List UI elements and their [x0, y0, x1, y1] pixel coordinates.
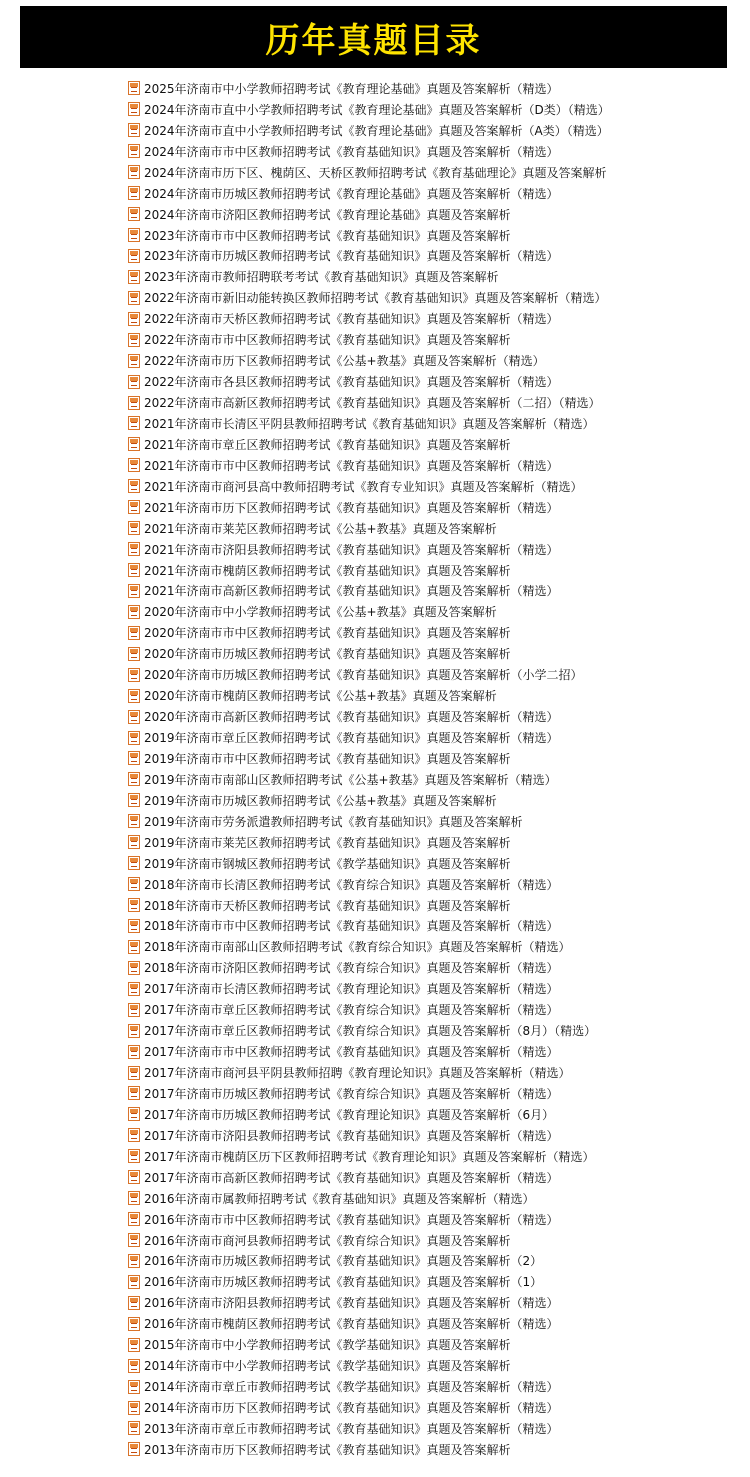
- pdf-file-icon: [128, 1128, 140, 1142]
- list-item[interactable]: [128, 350, 728, 371]
- title-banner: [20, 6, 727, 68]
- pdf-file-icon: [128, 1170, 140, 1184]
- list-item-title[interactable]: 2024年济南市历城区教师招聘考试《教育理论基础》真题及答案解析（精选）: [144, 186, 559, 201]
- pdf-file-icon: [128, 1212, 140, 1226]
- pdf-file-icon: [128, 856, 140, 870]
- list-item[interactable]: [128, 539, 728, 560]
- list-item-title[interactable]: 2021年济南市槐荫区教师招聘考试《教育基础知识》真题及答案解析: [144, 563, 511, 578]
- list-item-title[interactable]: 2019年济南市劳务派遣教师招聘考试《教育基础知识》真题及答案解析: [144, 814, 523, 829]
- list-item[interactable]: [128, 895, 728, 916]
- pdf-file-icon: [128, 416, 140, 430]
- list-item-title[interactable]: 2018年济南市长清区教师招聘考试《教育综合知识》真题及答案解析（精选）: [144, 877, 559, 892]
- list-item-title[interactable]: 2019年济南市南部山区教师招聘考试《公基+教基》真题及答案解析（精选）: [144, 772, 557, 787]
- list-item[interactable]: [128, 434, 728, 455]
- pdf-file-icon: [128, 207, 140, 221]
- list-item-title[interactable]: 2014年济南市中小学教师招聘考试《教学基础知识》真题及答案解析: [144, 1359, 511, 1374]
- list-item[interactable]: [128, 811, 728, 832]
- list-item[interactable]: [128, 622, 728, 643]
- list-item-title[interactable]: 2024年济南市济阳区教师招聘考试《教育理论基础》真题及答案解析: [144, 207, 511, 222]
- list-item-title[interactable]: 2014年济南市章丘市教师招聘考试《教学基础知识》真题及答案解析（精选）: [144, 1380, 559, 1395]
- pdf-file-icon: [128, 1442, 140, 1456]
- list-item[interactable]: [128, 1083, 728, 1104]
- list-item[interactable]: [128, 685, 728, 706]
- list-item-title[interactable]: 2020年济南市市中区教师招聘考试《教育基础知识》真题及答案解析: [144, 626, 511, 641]
- pdf-file-icon: [128, 375, 140, 389]
- list-item[interactable]: [128, 1041, 728, 1062]
- list-item[interactable]: [128, 581, 728, 602]
- list-item-title[interactable]: 2024年济南市市中区教师招聘考试《教育基础知识》真题及答案解析（精选）: [144, 144, 559, 159]
- list-item[interactable]: [128, 1167, 728, 1188]
- list-item-title[interactable]: 2022年济南市天桥区教师招聘考试《教育基础知识》真题及答案解析（精选）: [144, 312, 559, 327]
- list-item-title[interactable]: 2023年济南市历城区教师招聘考试《教育基础知识》真题及答案解析（精选）: [144, 249, 559, 264]
- pdf-file-icon: [128, 1296, 140, 1310]
- pdf-file-icon: [128, 710, 140, 724]
- pdf-file-icon: [128, 647, 140, 661]
- pdf-file-icon: [128, 1275, 140, 1289]
- list-item-title[interactable]: 2021年济南市章丘区教师招聘考试《教育基础知识》真题及答案解析: [144, 437, 511, 452]
- list-item[interactable]: [128, 1439, 728, 1460]
- pdf-file-icon: [128, 793, 140, 807]
- list-item-title[interactable]: 2022年济南市市中区教师招聘考试《教育基础知识》真题及答案解析: [144, 333, 511, 348]
- list-item-title[interactable]: 2019年济南市市中区教师招聘考试《教育基础知识》真题及答案解析: [144, 751, 511, 766]
- list-item[interactable]: [128, 392, 728, 413]
- pdf-file-icon: [128, 1401, 140, 1415]
- list-item[interactable]: [128, 643, 728, 664]
- pdf-file-icon: [128, 584, 140, 598]
- list-item[interactable]: [128, 141, 728, 162]
- list-item[interactable]: [128, 1355, 728, 1376]
- page-title: 历年真题目录: [265, 20, 482, 61]
- pdf-file-icon: [128, 500, 140, 514]
- pdf-file-icon: [128, 1045, 140, 1059]
- pdf-file-icon: [128, 626, 140, 640]
- pdf-file-icon: [128, 982, 140, 996]
- list-item-title[interactable]: 2017年济南市高新区教师招聘考试《教育基础知识》真题及答案解析（精选）: [144, 1170, 559, 1185]
- list-item-title[interactable]: 2024年济南市直中小学教师招聘考试《教育理论基础》真题及答案解析（D类）（精选）: [144, 102, 610, 117]
- list-item[interactable]: [128, 204, 728, 225]
- list-item[interactable]: [128, 476, 728, 497]
- list-item[interactable]: [128, 727, 728, 748]
- pdf-file-icon: [128, 563, 140, 577]
- list-item[interactable]: [128, 183, 728, 204]
- list-item-title[interactable]: 2013年济南市历下区教师招聘考试《教育基础知识》真题及答案解析: [144, 1442, 511, 1457]
- list-item-title[interactable]: 2021年济南市莱芜区教师招聘考试《公基+教基》真题及答案解析: [144, 521, 497, 536]
- pdf-file-icon: [128, 814, 140, 828]
- pdf-file-icon: [128, 270, 140, 284]
- list-item-title[interactable]: 2023年济南市市中区教师招聘考试《教育基础知识》真题及答案解析: [144, 228, 511, 243]
- pdf-file-icon: [128, 1380, 140, 1394]
- list-item-title[interactable]: 2024年济南市历下区、槐荫区、天桥区教师招聘考试《教育基础理论》真题及答案解析: [144, 165, 607, 180]
- pdf-file-icon: [128, 1024, 140, 1038]
- list-item-title[interactable]: 2022年济南市新旧动能转换区教师招聘考试《教育基础知识》真题及答案解析（精选）: [144, 291, 607, 306]
- pdf-file-icon: [128, 1254, 140, 1268]
- list-item-title[interactable]: 2022年济南市历下区教师招聘考试《公基+教基》真题及答案解析（精选）: [144, 354, 545, 369]
- pdf-file-icon: [128, 333, 140, 347]
- pdf-file-icon: [128, 1149, 140, 1163]
- list-item-title[interactable]: 2020年济南市历城区教师招聘考试《教育基础知识》真题及答案解析（小学二招）: [144, 668, 583, 683]
- list-item[interactable]: [128, 497, 728, 518]
- list-item[interactable]: [128, 1230, 728, 1251]
- pdf-file-icon: [128, 1359, 140, 1373]
- list-item-title[interactable]: 2016年济南市商河县教师招聘考试《教育综合知识》真题及答案解析: [144, 1233, 511, 1248]
- list-item-title[interactable]: 2020年济南市高新区教师招聘考试《教育基础知识》真题及答案解析（精选）: [144, 710, 559, 725]
- pdf-file-icon: [128, 1317, 140, 1331]
- pdf-file-icon: [128, 1191, 140, 1205]
- list-item[interactable]: [128, 978, 728, 999]
- list-item-title[interactable]: 2020年济南市中小学教师招聘考试《公基+教基》真题及答案解析: [144, 605, 497, 620]
- list-item-title[interactable]: 2022年济南市高新区教师招聘考试《教育基础知识》真题及答案解析（二招）（精选）: [144, 396, 601, 411]
- pdf-file-icon: [128, 521, 140, 535]
- list-item[interactable]: [128, 329, 728, 350]
- pdf-file-icon: [128, 1233, 140, 1247]
- pdf-file-icon: [128, 123, 140, 137]
- list-item[interactable]: [128, 790, 728, 811]
- pdf-file-icon: [128, 144, 140, 158]
- list-item[interactable]: [128, 1188, 728, 1209]
- list-item-title[interactable]: 2017年济南市槐荫区历下区教师招聘考试《教育理论知识》真题及答案解析（精选）: [144, 1149, 595, 1164]
- list-item[interactable]: [128, 518, 728, 539]
- list-item-title[interactable]: 2018年济南市济阳区教师招聘考试《教育综合知识》真题及答案解析（精选）: [144, 961, 559, 976]
- list-item[interactable]: [128, 999, 728, 1020]
- pdf-file-icon: [128, 751, 140, 765]
- list-item-title[interactable]: 2021年济南市长清区平阴县教师招聘考试《教育基础知识》真题及答案解析（精选）: [144, 416, 595, 431]
- pdf-file-icon: [128, 312, 140, 326]
- list-item[interactable]: [128, 1313, 728, 1334]
- pdf-file-icon: [128, 165, 140, 179]
- list-item-title[interactable]: 2022年济南市各县区教师招聘考试《教育基础知识》真题及答案解析（精选）: [144, 375, 559, 390]
- list-item[interactable]: [128, 99, 728, 120]
- list-item[interactable]: [128, 874, 728, 895]
- list-item[interactable]: [128, 1251, 728, 1272]
- list-item[interactable]: [128, 1292, 728, 1313]
- pdf-file-icon: [128, 1421, 140, 1435]
- list-item[interactable]: [128, 1104, 728, 1125]
- list-item[interactable]: [128, 748, 728, 769]
- list-item[interactable]: [128, 1376, 728, 1397]
- list-item[interactable]: [128, 413, 728, 434]
- list-item[interactable]: [128, 287, 728, 308]
- list-item-title[interactable]: 2017年济南市济阳县教师招聘考试《教育基础知识》真题及答案解析（精选）: [144, 1128, 559, 1143]
- list-item[interactable]: [128, 1418, 728, 1439]
- list-item[interactable]: [128, 936, 728, 957]
- pdf-file-icon: [128, 731, 140, 745]
- list-item-title[interactable]: 2019年济南市章丘区教师招聘考试《教育基础知识》真题及答案解析（精选）: [144, 731, 559, 746]
- pdf-file-icon: [128, 835, 140, 849]
- list-item-title[interactable]: 2023年济南市教师招聘联考考试《教育基础知识》真题及答案解析: [144, 270, 499, 285]
- list-item[interactable]: [128, 1020, 728, 1041]
- list-item[interactable]: [128, 246, 728, 267]
- pdf-file-icon: [128, 1338, 140, 1352]
- pdf-file-icon: [128, 479, 140, 493]
- list-item-title[interactable]: 2019年济南市历城区教师招聘考试《公基+教基》真题及答案解析: [144, 793, 497, 808]
- list-item-title[interactable]: 2021年济南市济阳县教师招聘考试《教育基础知识》真题及答案解析（精选）: [144, 542, 559, 557]
- pdf-file-icon: [128, 1107, 140, 1121]
- list-item-title[interactable]: 2013年济南市章丘市教师招聘考试《教育基础知识》真题及答案解析（精选）: [144, 1421, 559, 1436]
- list-item-title[interactable]: 2017年济南市历城区教师招聘考试《教育综合知识》真题及答案解析（精选）: [144, 1086, 559, 1101]
- list-item[interactable]: [128, 916, 728, 937]
- pdf-file-icon: [128, 437, 140, 451]
- list-item-title[interactable]: 2016年济南市历城区教师招聘考试《教育基础知识》真题及答案解析（1）: [144, 1275, 543, 1290]
- list-item-title[interactable]: 2020年济南市历城区教师招聘考试《教育基础知识》真题及答案解析: [144, 647, 511, 662]
- list-item[interactable]: [128, 225, 728, 246]
- pdf-file-icon: [128, 605, 140, 619]
- pdf-file-icon: [128, 940, 140, 954]
- pdf-file-icon: [128, 668, 140, 682]
- list-item[interactable]: [128, 162, 728, 183]
- list-item[interactable]: [128, 1146, 728, 1167]
- pdf-file-icon: [128, 1003, 140, 1017]
- list-item[interactable]: [128, 1209, 728, 1230]
- list-item-title[interactable]: 2017年济南市历城区教师招聘考试《教育理论知识》真题及答案解析（6月）: [144, 1107, 555, 1122]
- list-item[interactable]: [128, 1334, 728, 1355]
- list-item-title[interactable]: 2017年济南市长清区教师招聘考试《教育理论知识》真题及答案解析（精选）: [144, 982, 559, 997]
- pdf-file-icon: [128, 458, 140, 472]
- pdf-file-icon: [128, 291, 140, 305]
- list-item-title[interactable]: 2021年济南市商河县高中教师招聘考试《教育专业知识》真题及答案解析（精选）: [144, 479, 583, 494]
- list-item[interactable]: [128, 78, 728, 99]
- list-item-title[interactable]: 2017年济南市章丘区教师招聘考试《教育综合知识》真题及答案解析（精选）: [144, 1003, 559, 1018]
- list-item[interactable]: [128, 455, 728, 476]
- list-item-title[interactable]: 2016年济南市历城区教师招聘考试《教育基础知识》真题及答案解析（2）: [144, 1254, 543, 1269]
- list-item[interactable]: [128, 1397, 728, 1418]
- list-item-title[interactable]: 2024年济南市直中小学教师招聘考试《教育理论基础》真题及答案解析（A类）（精选）: [144, 123, 609, 138]
- list-item-title[interactable]: 2015年济南市中小学教师招聘考试《教学基础知识》真题及答案解析: [144, 1338, 511, 1353]
- list-item-title[interactable]: 2016年济南市槐荫区教师招聘考试《教育基础知识》真题及答案解析（精选）: [144, 1317, 559, 1332]
- list-item-title[interactable]: 2017年济南市商河县平阴县教师招聘《教育理论知识》真题及答案解析（精选）: [144, 1066, 571, 1081]
- list-item[interactable]: [128, 371, 728, 392]
- list-item-title[interactable]: 2016年济南市济阳县教师招聘考试《教育基础知识》真题及答案解析（精选）: [144, 1296, 559, 1311]
- list-item-title[interactable]: 2019年济南市钢城区教师招聘考试《教学基础知识》真题及答案解析: [144, 856, 511, 871]
- pdf-file-icon: [128, 898, 140, 912]
- list-item-title[interactable]: 2016年济南市市中区教师招聘考试《教育基础知识》真题及答案解析（精选）: [144, 1212, 559, 1227]
- list-item-title[interactable]: 2016年济南市属教师招聘考试《教育基础知识》真题及答案解析（精选）: [144, 1191, 535, 1206]
- list-item-title[interactable]: 2018年济南市南部山区教师招聘考试《教育综合知识》真题及答案解析（精选）: [144, 940, 571, 955]
- list-item-title[interactable]: 2020年济南市槐荫区教师招聘考试《公基+教基》真题及答案解析: [144, 689, 497, 704]
- list-item[interactable]: [128, 1125, 728, 1146]
- list-item-title[interactable]: 2017年济南市市中区教师招聘考试《教育基础知识》真题及答案解析（精选）: [144, 1045, 559, 1060]
- pdf-file-icon: [128, 1066, 140, 1080]
- list-item[interactable]: [128, 1271, 728, 1292]
- list-item[interactable]: [128, 266, 728, 287]
- list-item-title[interactable]: 2021年济南市市中区教师招聘考试《教育基础知识》真题及答案解析（精选）: [144, 458, 559, 473]
- list-item[interactable]: [128, 832, 728, 853]
- list-item-title[interactable]: 2019年济南市莱芜区教师招聘考试《教育基础知识》真题及答案解析: [144, 835, 511, 850]
- pdf-file-icon: [128, 81, 140, 95]
- list-item[interactable]: [128, 601, 728, 622]
- list-item[interactable]: [128, 560, 728, 581]
- pdf-file-icon: [128, 877, 140, 891]
- document-list: [128, 78, 728, 1460]
- pdf-file-icon: [128, 396, 140, 410]
- pdf-file-icon: [128, 689, 140, 703]
- pdf-file-icon: [128, 249, 140, 263]
- pdf-file-icon: [128, 354, 140, 368]
- list-item-title[interactable]: 2025年济南市中小学教师招聘考试《教育理论基础》真题及答案解析（精选）: [144, 81, 559, 96]
- list-item[interactable]: [128, 308, 728, 329]
- list-item-title[interactable]: 2018年济南市天桥区教师招聘考试《教育基础知识》真题及答案解析: [144, 898, 511, 913]
- pdf-file-icon: [128, 228, 140, 242]
- list-item[interactable]: [128, 957, 728, 978]
- pdf-file-icon: [128, 919, 140, 933]
- list-item-title[interactable]: 2017年济南市章丘区教师招聘考试《教育综合知识》真题及答案解析（8月）（精选）: [144, 1024, 597, 1039]
- pdf-file-icon: [128, 772, 140, 786]
- list-item-title[interactable]: 2021年济南市高新区教师招聘考试《教育基础知识》真题及答案解析（精选）: [144, 584, 559, 599]
- list-item-title[interactable]: 2021年济南市历下区教师招聘考试《教育基础知识》真题及答案解析（精选）: [144, 500, 559, 515]
- pdf-file-icon: [128, 186, 140, 200]
- list-item-title[interactable]: 2014年济南市历下区教师招聘考试《教育基础知识》真题及答案解析（精选）: [144, 1401, 559, 1416]
- pdf-file-icon: [128, 102, 140, 116]
- list-item[interactable]: [128, 1062, 728, 1083]
- pdf-file-icon: [128, 1086, 140, 1100]
- list-item[interactable]: [128, 706, 728, 727]
- list-item[interactable]: [128, 120, 728, 141]
- pdf-file-icon: [128, 961, 140, 975]
- list-item-title[interactable]: 2018年济南市市中区教师招聘考试《教育基础知识》真题及答案解析（精选）: [144, 919, 559, 934]
- list-item[interactable]: [128, 853, 728, 874]
- list-item[interactable]: [128, 769, 728, 790]
- pdf-file-icon: [128, 542, 140, 556]
- list-item[interactable]: [128, 664, 728, 685]
